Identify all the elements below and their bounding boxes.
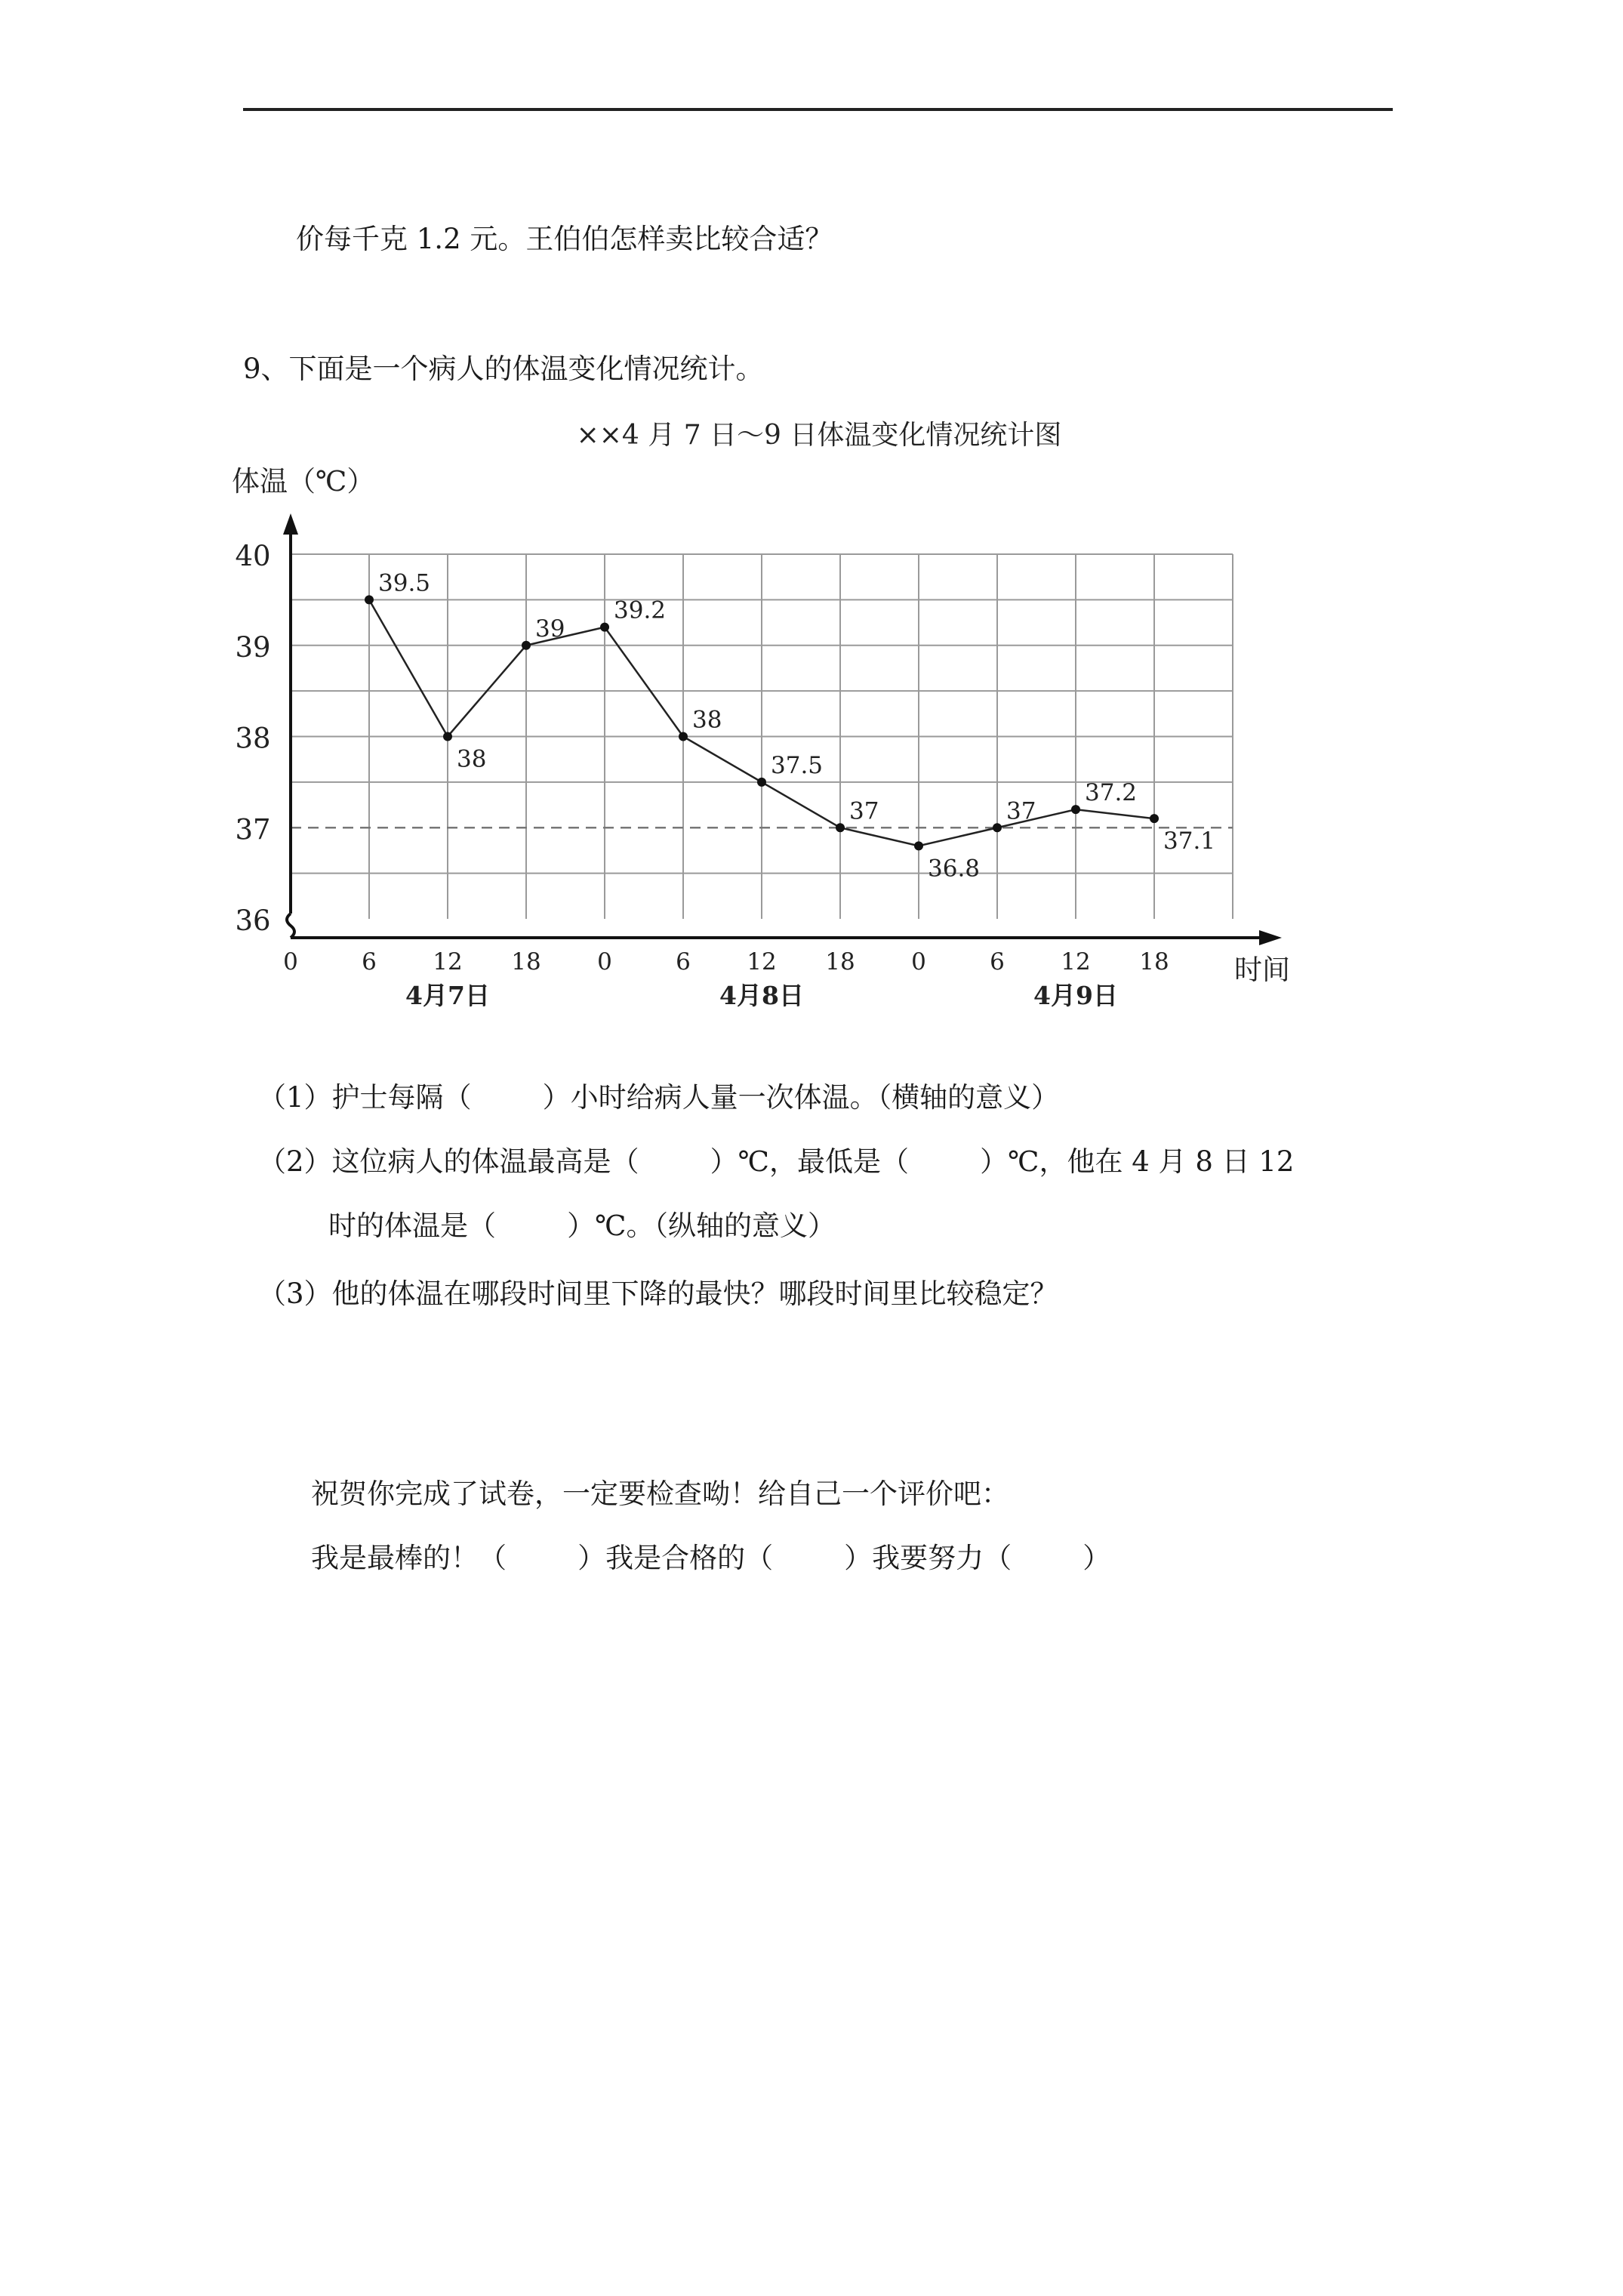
x-tick-label: 12 bbox=[1061, 948, 1091, 975]
data-label: 39.2 bbox=[614, 596, 667, 624]
x-tick-label: 0 bbox=[597, 948, 612, 975]
x-tick-label: 6 bbox=[990, 948, 1005, 975]
chart-grid bbox=[291, 554, 1233, 919]
x-tick-label: 18 bbox=[1139, 948, 1169, 975]
data-point bbox=[522, 641, 531, 650]
chart-axes bbox=[283, 513, 1282, 945]
chart-series bbox=[365, 569, 1215, 882]
question-9-part-1: （1）护士每隔（ ）小时给病人量一次体温。（横轴的意义） bbox=[258, 1081, 1060, 1114]
y-axis-label: 体温（℃） bbox=[232, 465, 375, 498]
question-9-part-3: （3）他的体温在哪段时间里下降的最快？哪段时间里比较稳定？ bbox=[258, 1277, 1058, 1310]
data-label: 37 bbox=[849, 797, 879, 825]
x-tick-label: 6 bbox=[362, 948, 377, 975]
data-label: 37.2 bbox=[1085, 779, 1138, 807]
data-label: 36.8 bbox=[928, 855, 981, 883]
data-point bbox=[443, 732, 452, 741]
y-tick-label: 38 bbox=[235, 722, 271, 755]
y-tick-label: 37 bbox=[235, 813, 271, 846]
data-point bbox=[600, 623, 609, 632]
data-label: 37.1 bbox=[1163, 827, 1216, 855]
x-axis-arrow bbox=[1259, 930, 1282, 945]
previous-question-continuation: 价每千克 1.2 元。王伯伯怎样卖比较合适？ bbox=[296, 223, 833, 255]
axis-break-mark bbox=[287, 914, 294, 938]
date-label: 4月8日 bbox=[719, 981, 804, 1010]
data-point bbox=[365, 595, 374, 604]
data-label: 37 bbox=[1006, 797, 1036, 825]
y-tick-label: 36 bbox=[235, 905, 271, 937]
x-tick-label: 0 bbox=[283, 948, 298, 975]
date-label: 4月9日 bbox=[1033, 981, 1118, 1010]
closing-message: 祝贺你完成了试卷，一定要检查呦！给自己一个评价吧： bbox=[311, 1478, 1009, 1510]
question-9-part-2-line-2: 时的体温是（ ）℃。（纵轴的意义） bbox=[328, 1210, 836, 1242]
x-tick-label: 0 bbox=[911, 948, 926, 975]
data-point bbox=[1150, 814, 1159, 823]
data-label: 39 bbox=[535, 615, 565, 643]
x-tick-label: 12 bbox=[433, 948, 463, 975]
temperature-line-chart bbox=[0, 0, 1623, 1042]
question-9-intro: 9、下面是一个病人的体温变化情况统计。 bbox=[243, 353, 764, 385]
x-tick-label: 12 bbox=[747, 948, 777, 975]
data-label: 37.5 bbox=[771, 751, 824, 779]
y-tick-label: 40 bbox=[235, 540, 271, 572]
x-tick-label: 18 bbox=[825, 948, 855, 975]
data-point bbox=[757, 778, 766, 787]
x-tick-label: 18 bbox=[511, 948, 541, 975]
data-point bbox=[679, 732, 688, 741]
data-point bbox=[914, 841, 923, 850]
x-tick-label: 6 bbox=[676, 948, 691, 975]
x-axis-label: 时间 bbox=[1234, 954, 1290, 986]
data-label: 39.5 bbox=[378, 569, 431, 597]
data-label: 38 bbox=[457, 745, 487, 773]
data-point bbox=[836, 823, 845, 832]
data-point bbox=[993, 823, 1002, 832]
data-label: 38 bbox=[692, 706, 722, 734]
chart-title: ××4 月 7 日～9 日体温变化情况统计图 bbox=[576, 420, 1062, 451]
date-label: 4月7日 bbox=[405, 981, 490, 1010]
data-point bbox=[1071, 805, 1080, 814]
y-axis-arrow bbox=[283, 513, 298, 535]
question-9-part-2-line-1: （2）这位病人的体温最高是（ ）℃，最低是（ ）℃，他在 4 月 8 日 12 bbox=[258, 1145, 1295, 1178]
self-evaluation: 我是最棒的！（ ）我是合格的（ ）我要努力（ ） bbox=[311, 1542, 1111, 1574]
y-tick-label: 39 bbox=[235, 630, 271, 664]
